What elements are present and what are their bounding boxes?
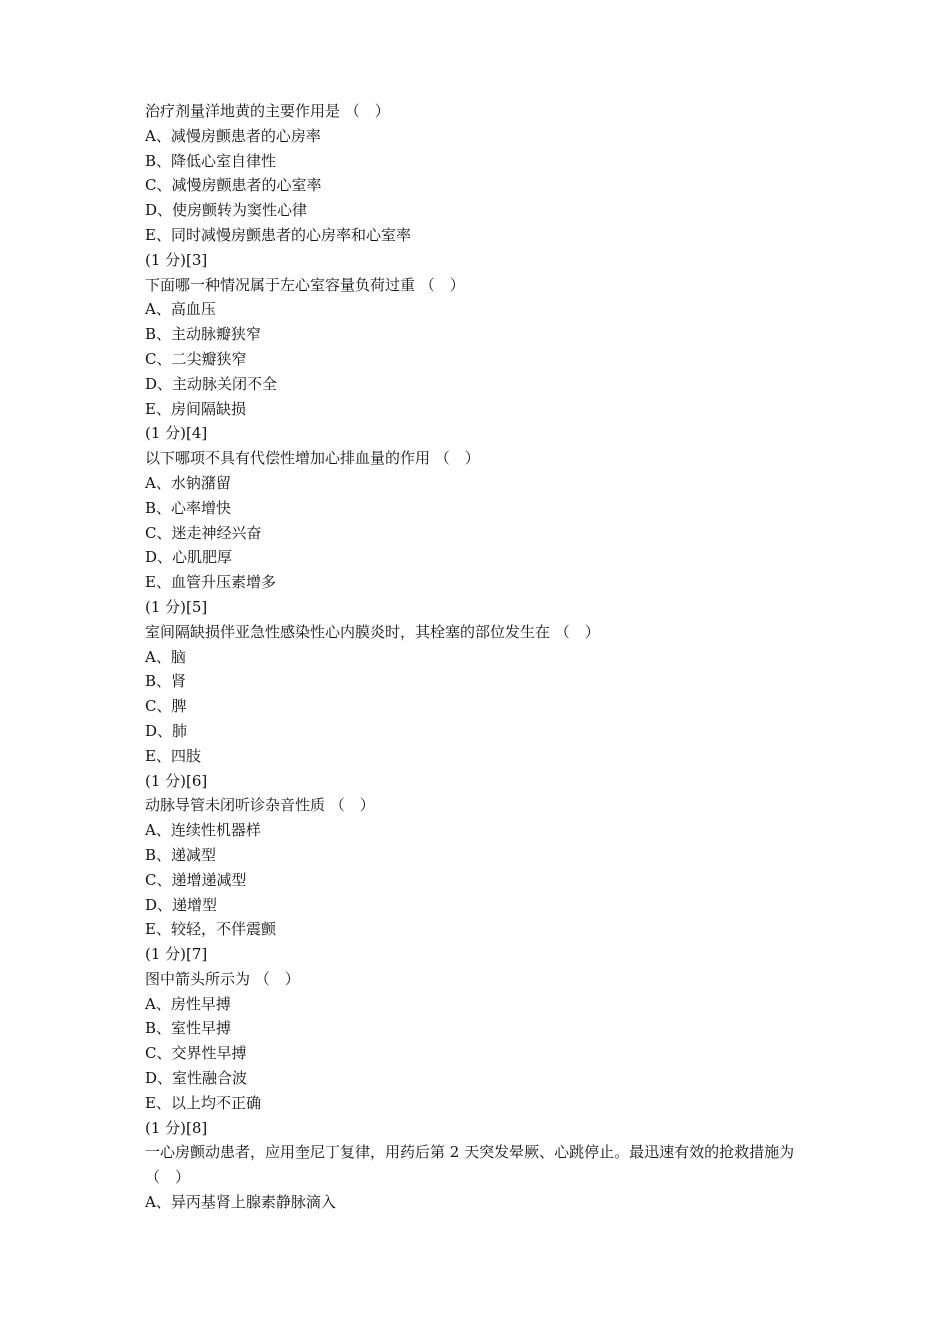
answer-option: A、高血压 [145, 300, 216, 319]
answer-option: B、主动脉瓣狭窄 [145, 325, 262, 344]
question-text: 治疗剂量洋地黄的主要作用是 （ ） [145, 102, 390, 120]
question-score: (1 分)[6] [145, 771, 208, 790]
answer-option: C、交界性早搏 [145, 1044, 247, 1063]
answer-option: A、脑 [145, 647, 186, 666]
question-block [145, 1116, 817, 1215]
answer-option: A、水钠潴留 [145, 473, 231, 492]
answer-option: E、房间隔缺损 [145, 399, 246, 418]
answer-option: A、异丙基肾上腺素静脉滴入 [145, 1193, 336, 1212]
answer-option: C、二尖瓣狭窄 [145, 349, 247, 368]
answer-option: C、脾 [145, 697, 187, 716]
question-block [145, 769, 817, 943]
question-score: (1 分)[8] [145, 1118, 208, 1137]
question-score: (1 分)[4] [145, 424, 208, 443]
answer-option: D、使房颤转为窦性心律 [145, 201, 308, 220]
answer-option: B、肾 [145, 672, 187, 691]
answer-option: A、减慢房颤患者的心房率 [145, 126, 321, 145]
question-block [145, 248, 817, 422]
answer-option: E、以上均不正确 [145, 1093, 261, 1112]
answer-option: E、血管升压素增多 [145, 573, 276, 592]
answer-option: C、减慢房颤患者的心室率 [145, 176, 322, 195]
question-list [145, 99, 817, 1215]
answer-option: D、主动脉关闭不全 [145, 374, 278, 393]
answer-option: D、肺 [145, 721, 188, 740]
answer-option: B、室性早搏 [145, 1019, 232, 1038]
answer-option: D、递增型 [145, 895, 218, 914]
question-text: 室间隔缺损伴亚急性感染性心内膜炎时，其栓塞的部位发生在 （ ） [145, 622, 600, 641]
answer-option: D、心肌肥厚 [145, 548, 233, 567]
answer-option: C、递增递减型 [145, 870, 247, 889]
question-score: (1 分)[5] [145, 597, 208, 616]
answer-option: B、心率增快 [145, 498, 232, 517]
question-text: 一心房颤动患者，应用奎尼丁复律，用药后第 2 天突发晕厥、心跳停止。最迅速有效的抢救措施为 （ ） [145, 1143, 795, 1187]
question-text: 下面哪一种情况属于左心室容量负荷过重 （ ） [145, 275, 465, 294]
question-text: 以下哪项不具有代偿性增加心排血量的作用 （ ） [145, 449, 480, 468]
question-block [145, 942, 817, 1116]
question-block [145, 421, 817, 595]
answer-option: B、降低心室自律性 [145, 151, 277, 170]
question-score: (1 分)[7] [145, 945, 208, 964]
answer-option: E、同时减慢房颤患者的心房率和心室率 [145, 225, 411, 244]
answer-option: E、较轻，不伴震颤 [145, 920, 276, 939]
answer-option: A、房性早搏 [145, 994, 231, 1013]
answer-option: E、四肢 [145, 746, 201, 765]
answer-option: C、迷走神经兴奋 [145, 523, 262, 542]
question-block [145, 595, 817, 769]
answer-option: D、室性融合波 [145, 1069, 248, 1088]
answer-option: B、递减型 [145, 845, 217, 864]
question-text: 动脉导管未闭听诊杂音性质 （ ） [145, 796, 375, 815]
answer-option: A、连续性机器样 [145, 821, 261, 840]
question-text: 图中箭头所示为 （ ） [145, 969, 300, 988]
question-score: (1 分)[3] [145, 250, 208, 269]
question-block [145, 99, 817, 248]
